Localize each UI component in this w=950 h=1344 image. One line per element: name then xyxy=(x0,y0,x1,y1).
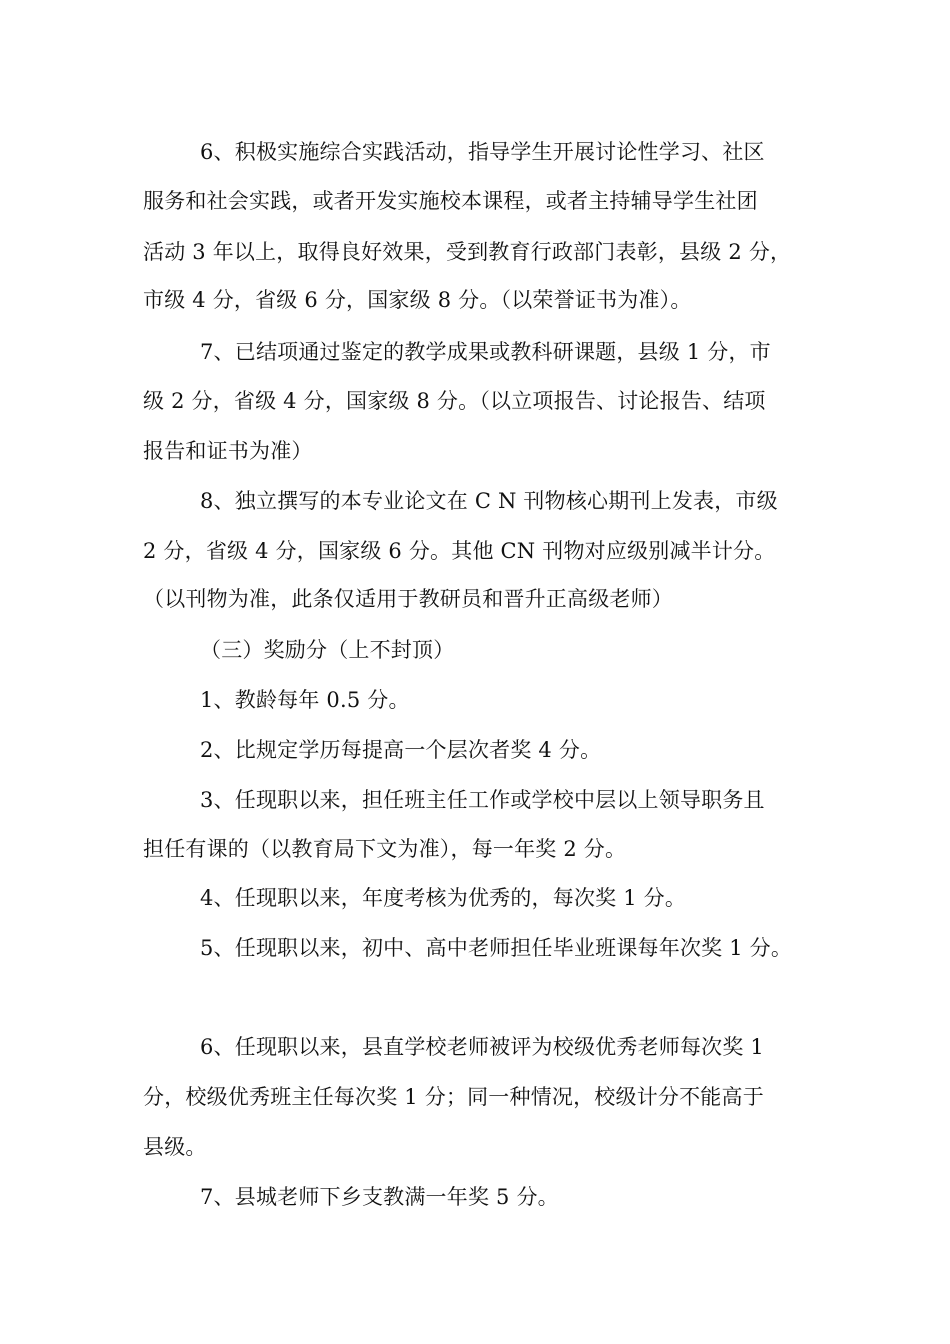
text-line: 1、教龄每年 0.5 分。 xyxy=(200,688,410,712)
text-line: 2、比规定学历每提高一个层次者奖 4 分。 xyxy=(200,738,602,762)
text-line: 分，校级优秀班主任每次奖 1 分；同一种情况，校级计分不能高于 xyxy=(143,1085,764,1109)
text-line: 6、任现职以来，县直学校老师被评为校级优秀老师每次奖 1 xyxy=(200,1035,764,1059)
text-line: 6、积极实施综合实践活动，指导学生开展讨论性学习、社区 xyxy=(200,140,765,164)
text-line: 县级。 xyxy=(143,1135,207,1159)
text-line: 4、任现职以来，年度考核为优秀的，每次奖 1 分。 xyxy=(200,886,687,910)
text-line: 3、任现职以来，担任班主任工作或学校中层以上领导职务且 xyxy=(200,788,765,812)
text-line: 2 分，省级 4 分，国家级 6 分。其他 CN 刊物对应级别减半计分。 xyxy=(143,539,776,563)
text-line: 8、独立撰写的本专业论文在 C N 刊物核心期刊上发表，市级 xyxy=(200,489,778,513)
text-line: 市级 4 分，省级 6 分，国家级 8 分。（以荣誉证书为准）。 xyxy=(143,288,692,312)
text-line: 活动 3 年以上，取得良好效果，受到教育行政部门表彰，县级 2 分， xyxy=(143,240,792,264)
text-line: 级 2 分，省级 4 分，国家级 8 分。（以立项报告、讨论报告、结项 xyxy=(143,389,766,413)
text-line: 报告和证书为准） xyxy=(143,439,313,463)
text-line: 担任有课的（以教育局下文为准），每一年奖 2 分。 xyxy=(143,837,627,861)
text-line: （以刊物为准，此条仅适用于教研员和晋升正高级老师） xyxy=(143,587,673,611)
text-line: 服务和社会实践，或者开发实施校本课程，或者主持辅导学生社团 xyxy=(143,189,758,213)
text-line: 7、已结项通过鉴定的教学成果或教科研课题，县级 1 分，市 xyxy=(200,340,771,364)
text-line: 5、任现职以来，初中、高中老师担任毕业班课每年次奖 1 分。 xyxy=(200,936,793,960)
section-heading: （三）奖励分（上不封顶） xyxy=(200,638,455,662)
text-line: 7、县城老师下乡支教满一年奖 5 分。 xyxy=(200,1185,559,1209)
